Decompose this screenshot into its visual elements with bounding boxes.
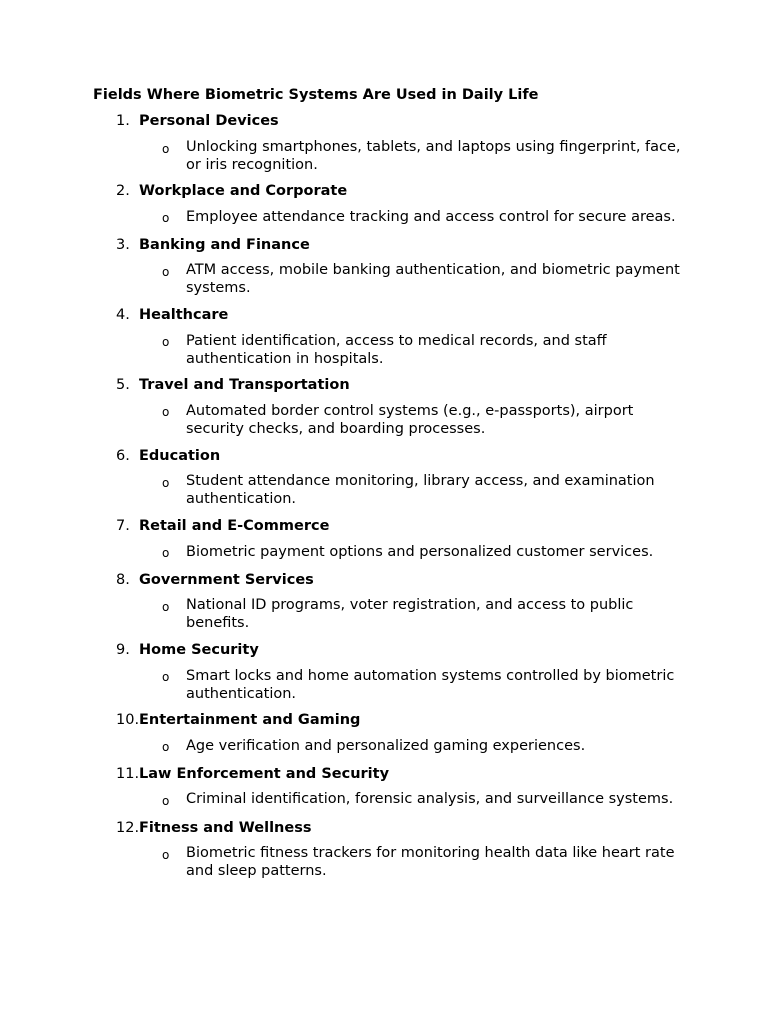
- item-number: 8.: [116, 572, 130, 588]
- item-description: Employee attendance tracking and access control for secure areas.: [186, 209, 676, 225]
- item-description: Biometric fitness trackers for monitoring health data like heart rate and sleep patterns.: [186, 845, 675, 879]
- item-heading: Banking and Finance: [139, 237, 310, 253]
- bullet-marker: o: [162, 405, 170, 419]
- item-description: Unlocking smartphones, tablets, and laptops using fingerprint, face, or iris recognition.: [186, 139, 681, 173]
- item-description: Criminal identification, forensic analysis, and surveillance systems.: [186, 791, 674, 807]
- item-description: Automated border control systems (e.g., e-passports), airport security checks, and boarding processes.: [186, 403, 634, 437]
- item-number: 1.: [116, 113, 130, 129]
- bullet-marker: o: [162, 335, 170, 349]
- item-description: Biometric payment options and personalized customer services.: [186, 544, 654, 560]
- bullet-marker: o: [162, 600, 170, 614]
- bullet-marker: o: [162, 211, 170, 225]
- item-number: 2.: [116, 183, 130, 199]
- bullet-marker: o: [162, 848, 170, 862]
- item-heading: Workplace and Corporate: [139, 183, 348, 199]
- item-description: Student attendance monitoring, library access, and examination authentication.: [186, 473, 655, 507]
- bullet-marker: o: [162, 670, 170, 684]
- item-number: 6.: [116, 448, 130, 464]
- bullet-marker: o: [162, 794, 170, 808]
- document-title: Fields Where Biometric Systems Are Used in Daily Life: [93, 87, 539, 103]
- item-heading: Government Services: [139, 572, 314, 588]
- item-heading: Personal Devices: [139, 113, 279, 129]
- item-number: 3.: [116, 237, 130, 253]
- item-heading: Retail and E-Commerce: [139, 518, 330, 534]
- bullet-marker: o: [162, 546, 170, 560]
- item-heading: Entertainment and Gaming: [139, 712, 361, 728]
- item-heading: Law Enforcement and Security: [139, 766, 390, 782]
- item-description: ATM access, mobile banking authentication, and biometric payment systems.: [186, 262, 680, 296]
- item-number: 9.: [116, 642, 130, 658]
- item-heading: Education: [139, 448, 221, 464]
- bullet-marker: o: [162, 476, 170, 490]
- item-number: 12.: [116, 820, 140, 836]
- bullet-marker: o: [162, 142, 170, 156]
- item-description: Smart locks and home automation systems controlled by biometric authentication.: [186, 668, 675, 702]
- item-description: Age verification and personalized gaming experiences.: [186, 738, 586, 754]
- item-number: 10.: [116, 712, 140, 728]
- item-heading: Home Security: [139, 642, 259, 658]
- item-description: Patient identification, access to medical records, and staff authentication in hospitals.: [186, 333, 607, 367]
- item-heading: Travel and Transportation: [139, 377, 350, 393]
- item-number: 5.: [116, 377, 130, 393]
- item-number: 11.: [116, 766, 140, 782]
- item-heading: Healthcare: [139, 307, 229, 323]
- item-number: 7.: [116, 518, 130, 534]
- item-number: 4.: [116, 307, 130, 323]
- bullet-marker: o: [162, 740, 170, 754]
- item-description: National ID programs, voter registration, and access to public benefits.: [186, 597, 634, 631]
- bullet-marker: o: [162, 265, 170, 279]
- item-heading: Fitness and Wellness: [139, 820, 312, 836]
